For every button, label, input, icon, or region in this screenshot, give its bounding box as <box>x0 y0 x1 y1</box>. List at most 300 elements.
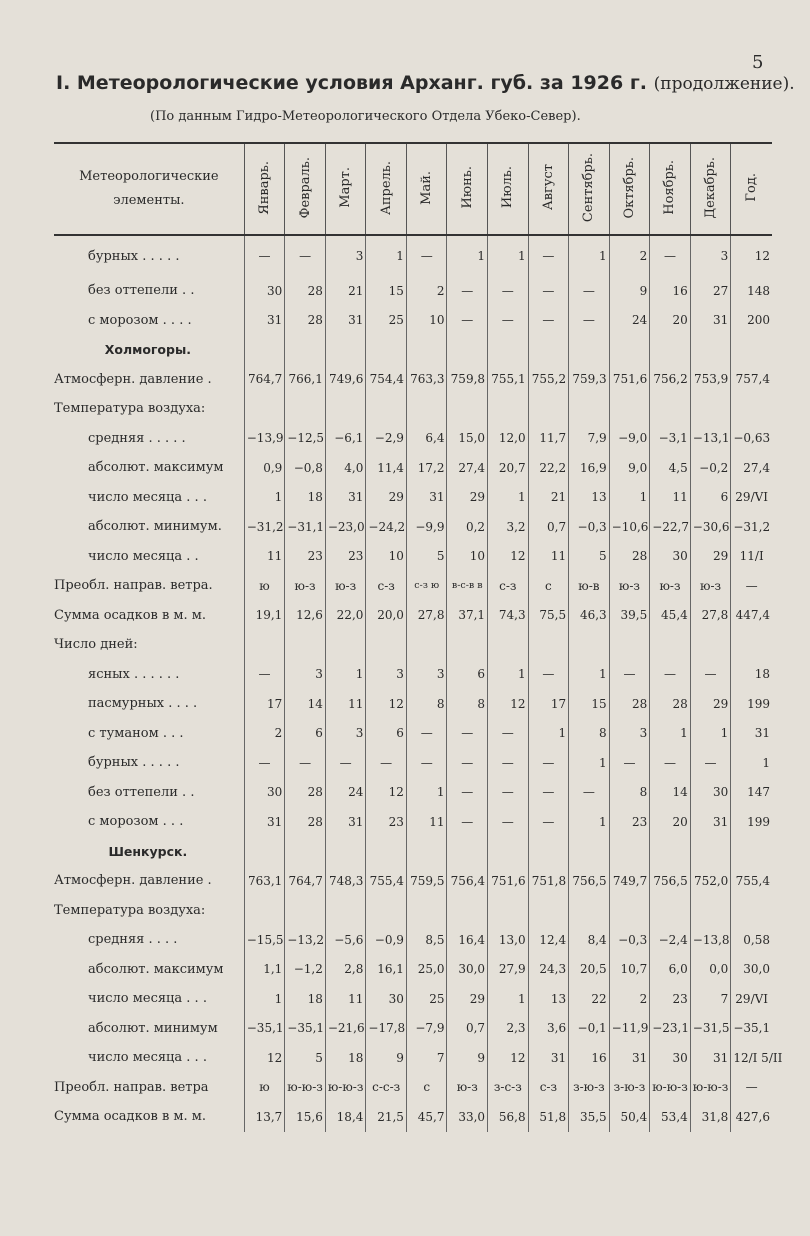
table-cell: 16,1 <box>366 955 407 985</box>
table-cell: 17 <box>244 689 285 719</box>
table-cell <box>650 896 691 926</box>
table-cell: 37,1 <box>447 601 488 631</box>
table-cell <box>569 394 610 424</box>
table-cell: 24 <box>325 778 366 808</box>
table-cell: 31 <box>690 1043 731 1073</box>
column-header <box>244 143 285 235</box>
table-cell: — <box>569 778 610 808</box>
table-cell: 53,4 <box>650 1102 691 1132</box>
table-cell: ю-з <box>609 571 650 601</box>
table-cell: 0,7 <box>447 1014 488 1044</box>
table-cell: 29 <box>690 542 731 572</box>
table-cell: с <box>528 571 569 601</box>
table-cell: 766,1 <box>285 365 326 395</box>
table-cell: −13,8 <box>690 925 731 955</box>
table-cell: ю <box>244 1073 285 1103</box>
table-cell: 22,0 <box>325 601 366 631</box>
table-cell <box>285 394 326 424</box>
table-row <box>54 778 772 808</box>
table-cell <box>366 837 407 867</box>
table-cell: 10 <box>406 306 447 336</box>
table-cell: 11,7 <box>528 424 569 454</box>
table-cell: 8 <box>569 719 610 749</box>
table-cell: 3 <box>325 235 366 276</box>
table-cell: 28 <box>285 306 326 336</box>
row-label: абсолют. минимум. <box>88 519 222 535</box>
table-cell: 31 <box>406 483 447 513</box>
column-header <box>731 143 772 235</box>
table-cell: 51,8 <box>528 1102 569 1132</box>
table-cell: 31 <box>731 719 772 749</box>
table-cell: 17 <box>528 689 569 719</box>
row-label: с туманом . . . <box>88 725 184 741</box>
table-cell: 12,6 <box>285 601 326 631</box>
table-cell: 6 <box>366 719 407 749</box>
table-cell: −11,9 <box>609 1014 650 1044</box>
table-cell: −2,9 <box>366 424 407 454</box>
table-cell: 3 <box>609 719 650 749</box>
column-header <box>406 143 447 235</box>
table-row <box>54 719 772 749</box>
table-cell: ю-ю-з <box>285 1073 326 1103</box>
table-cell <box>285 896 326 926</box>
table-cell: 759,8 <box>447 365 488 395</box>
row-label: с морозом . . . <box>88 814 184 830</box>
table-cell: 749,6 <box>325 365 366 395</box>
table-cell: 30 <box>244 778 285 808</box>
table-cell: — <box>447 306 488 336</box>
table-cell <box>406 394 447 424</box>
table-cell: 21 <box>325 276 366 306</box>
table-cell: 763,3 <box>406 365 447 395</box>
table-cell: 11,4 <box>366 453 407 483</box>
table-cell <box>690 335 731 365</box>
table-cell: — <box>609 660 650 690</box>
table-cell: 147 <box>731 778 772 808</box>
table-row <box>54 512 772 542</box>
table-cell: 0,2 <box>447 512 488 542</box>
table-cell: — <box>447 719 488 749</box>
table-cell: 1 <box>569 660 610 690</box>
table-cell: 21,5 <box>366 1102 407 1132</box>
table-cell: 25,0 <box>406 955 447 985</box>
table-cell: −10,6 <box>609 512 650 542</box>
table-cell <box>650 394 691 424</box>
table-cell: 1 <box>488 660 529 690</box>
table-cell: 18 <box>285 984 326 1014</box>
table-cell: 1,1 <box>244 955 285 985</box>
table-cell: 17,2 <box>406 453 447 483</box>
row-label: бурных . . . . . <box>88 755 180 771</box>
table-cell: 3 <box>366 660 407 690</box>
table-cell: 33,0 <box>447 1102 488 1132</box>
table-cell: 753,9 <box>690 365 731 395</box>
row-label: Преобл. направ. ветра. <box>54 578 213 594</box>
table-row <box>54 866 772 896</box>
table-cell <box>406 630 447 660</box>
table-row <box>54 660 772 690</box>
table-row <box>54 542 772 572</box>
table-cell: 1 <box>731 748 772 778</box>
table-cell: 27 <box>690 276 731 306</box>
table-cell: 18 <box>325 1043 366 1073</box>
row-label: с морозом . . . . <box>88 312 192 328</box>
table-cell: 9 <box>366 1043 407 1073</box>
table-cell: — <box>528 235 569 276</box>
table-cell: 30,0 <box>447 955 488 985</box>
table-cell <box>609 837 650 867</box>
table-cell: 31 <box>244 807 285 837</box>
column-header-label: Ноябрь. <box>662 160 678 215</box>
table-cell: 28 <box>609 542 650 572</box>
table-row <box>54 453 772 483</box>
table-cell: — <box>650 235 691 276</box>
table-cell: — <box>488 306 529 336</box>
table-cell: — <box>447 807 488 837</box>
table-cell <box>325 896 366 926</box>
table-cell: −0,63 <box>731 424 772 454</box>
table-cell: 74,3 <box>488 601 529 631</box>
table-cell: ю-ю-з <box>325 1073 366 1103</box>
table-body <box>54 235 783 1132</box>
table-cell: −12,5 <box>285 424 326 454</box>
table-cell <box>406 335 447 365</box>
meteorological-table <box>54 142 783 1132</box>
table-cell: 31,8 <box>690 1102 731 1132</box>
table-row <box>54 837 772 867</box>
table-cell <box>609 394 650 424</box>
table-cell: 20,0 <box>366 601 407 631</box>
table-cell: 4,0 <box>325 453 366 483</box>
table-cell <box>569 837 610 867</box>
table-cell: 56,8 <box>488 1102 529 1132</box>
table-cell: 9 <box>447 1043 488 1073</box>
table-cell: — <box>569 306 610 336</box>
column-header-label: Январь. <box>257 160 273 215</box>
table-cell <box>325 630 366 660</box>
table-cell: 16,4 <box>447 925 488 955</box>
table-cell: 5 <box>406 542 447 572</box>
table-row <box>54 394 772 424</box>
station-heading: Холмогоры. <box>104 342 192 358</box>
table-cell: — <box>244 660 285 690</box>
table-cell <box>731 394 772 424</box>
table-row <box>54 896 772 926</box>
table-row <box>54 807 772 837</box>
table-cell: 22,2 <box>528 453 569 483</box>
table-cell: 6 <box>690 483 731 513</box>
table-cell: 6,4 <box>406 424 447 454</box>
row-label: без оттепели . . <box>88 283 195 299</box>
column-header <box>528 143 569 235</box>
column-header <box>609 143 650 235</box>
table-cell: 751,8 <box>528 866 569 896</box>
table-cell: 14 <box>285 689 326 719</box>
table-cell <box>447 394 488 424</box>
table-cell: 30,0 <box>731 955 772 985</box>
table-cell: 29/VI <box>731 483 772 513</box>
table-cell: 12,0 <box>488 424 529 454</box>
table-header-row <box>54 143 772 235</box>
row-label: число месяца . . . <box>88 991 207 1007</box>
table-cell: — <box>488 719 529 749</box>
table-cell: 31 <box>609 1043 650 1073</box>
table-cell: 23 <box>609 807 650 837</box>
table-cell: 45,4 <box>650 601 691 631</box>
table-row <box>54 748 772 778</box>
table-cell: 75,5 <box>528 601 569 631</box>
table-cell: ю-в <box>569 571 610 601</box>
table-cell <box>447 630 488 660</box>
table-row <box>54 365 772 395</box>
column-header-label: Апрель. <box>378 160 394 215</box>
table-cell: — <box>488 276 529 306</box>
table-cell: — <box>569 276 610 306</box>
row-label: Сумма осадков в м. м. <box>54 1109 207 1125</box>
table-cell: −1,2 <box>285 955 326 985</box>
table-cell: 29 <box>447 984 488 1014</box>
table-cell: — <box>488 748 529 778</box>
table-row <box>54 955 772 985</box>
table-cell: ю-з <box>285 571 326 601</box>
table-cell: 1 <box>366 235 407 276</box>
table-cell: 35,5 <box>569 1102 610 1132</box>
table-cell: 9,0 <box>609 453 650 483</box>
table-cell: −13,2 <box>285 925 326 955</box>
table-cell: 30 <box>244 276 285 306</box>
table-cell: 15,6 <box>285 1102 326 1132</box>
table-row <box>54 630 772 660</box>
table-cell <box>528 837 569 867</box>
table-cell: 30 <box>650 542 691 572</box>
table-cell: 31 <box>528 1043 569 1073</box>
table-cell: 8 <box>609 778 650 808</box>
table-cell: 427,6 <box>731 1102 772 1132</box>
table-cell: 11 <box>325 984 366 1014</box>
table-cell: 50,4 <box>609 1102 650 1132</box>
table-cell: −31,2 <box>244 512 285 542</box>
table-cell: −21,6 <box>325 1014 366 1044</box>
table-cell: 21 <box>528 483 569 513</box>
table-cell: 757,4 <box>731 365 772 395</box>
column-header-label: Февраль. <box>297 156 313 219</box>
table-cell: — <box>690 748 731 778</box>
page-number: 5 <box>752 52 764 73</box>
table-cell: в-с-в в <box>447 571 488 601</box>
table-cell: −23,1 <box>650 1014 691 1044</box>
table-cell: 3 <box>406 660 447 690</box>
table-cell: 31 <box>325 306 366 336</box>
table-cell <box>569 335 610 365</box>
table-cell: −7,9 <box>406 1014 447 1044</box>
table-row <box>54 1014 772 1044</box>
column-header <box>325 143 366 235</box>
column-header-label: Год. <box>744 173 760 202</box>
row-label: Сумма осадков в м. м. <box>54 607 207 623</box>
table-cell: −0,3 <box>569 512 610 542</box>
table-row <box>54 1073 772 1103</box>
table-cell: 1 <box>244 483 285 513</box>
table-cell: 12 <box>488 689 529 719</box>
table-cell <box>569 896 610 926</box>
table-cell: — <box>447 748 488 778</box>
table-cell: 12 <box>488 1043 529 1073</box>
table-cell: 15 <box>569 689 610 719</box>
table-row <box>54 276 772 306</box>
table-cell: −31,1 <box>285 512 326 542</box>
table-cell: 3 <box>690 235 731 276</box>
table-cell: 24,3 <box>528 955 569 985</box>
table-cell <box>244 630 285 660</box>
table-cell: 12 <box>731 235 772 276</box>
table-cell: 16 <box>650 276 691 306</box>
table-cell: 199 <box>731 807 772 837</box>
table-cell <box>325 837 366 867</box>
table-cell: 1 <box>650 719 691 749</box>
table-cell: −22,7 <box>650 512 691 542</box>
table-cell: 27,4 <box>447 453 488 483</box>
table-cell: 14 <box>650 778 691 808</box>
table-cell <box>609 335 650 365</box>
table-cell: 1 <box>406 778 447 808</box>
table-row <box>54 1043 772 1073</box>
row-label: бурных . . . . . <box>88 248 180 264</box>
table-cell: −0,9 <box>366 925 407 955</box>
table-row <box>54 424 772 454</box>
table-cell: −35,1 <box>285 1014 326 1044</box>
table-cell: 30 <box>690 778 731 808</box>
table-cell: 2 <box>609 984 650 1014</box>
table-cell: 27,9 <box>488 955 529 985</box>
table-cell: 1 <box>488 483 529 513</box>
table-cell: 11/I <box>731 542 772 572</box>
table-cell: 756,5 <box>650 866 691 896</box>
table-cell: −9,9 <box>406 512 447 542</box>
table-cell: 3,2 <box>488 512 529 542</box>
table-cell <box>609 896 650 926</box>
table-cell: 1 <box>569 235 610 276</box>
table-cell: — <box>690 660 731 690</box>
table-cell: 2,3 <box>488 1014 529 1044</box>
table-cell: с <box>406 1073 447 1103</box>
column-header <box>569 143 610 235</box>
table-cell: 28 <box>285 276 326 306</box>
table-cell <box>406 896 447 926</box>
table-cell <box>244 394 285 424</box>
table-cell <box>690 896 731 926</box>
table-cell: 18,4 <box>325 1102 366 1132</box>
row-label: Число дней: <box>54 637 138 653</box>
table-cell: 1 <box>528 719 569 749</box>
table-row <box>54 689 772 719</box>
table-cell <box>609 630 650 660</box>
table-cell: 12 <box>488 542 529 572</box>
table-cell: ю-з <box>650 571 691 601</box>
table-cell: 30 <box>650 1043 691 1073</box>
table-cell: — <box>731 571 772 601</box>
table-cell: 1 <box>569 807 610 837</box>
table-cell: — <box>406 748 447 778</box>
row-label: Температура воздуха: <box>54 401 206 417</box>
table-cell <box>528 630 569 660</box>
table-cell <box>650 837 691 867</box>
table-cell: 8,5 <box>406 925 447 955</box>
table-cell: 755,2 <box>528 365 569 395</box>
table-cell: — <box>325 748 366 778</box>
table-cell: 6,0 <box>650 955 691 985</box>
table-cell: 13 <box>528 984 569 1014</box>
table-cell: 749,7 <box>609 866 650 896</box>
title-continued: (продолжение). <box>653 74 795 94</box>
table-cell: 15 <box>366 276 407 306</box>
table-cell: 39,5 <box>609 601 650 631</box>
table-cell: — <box>528 276 569 306</box>
column-header-label: Август <box>540 164 556 211</box>
table-cell: — <box>488 778 529 808</box>
row-label: ясных . . . . . . <box>88 666 180 682</box>
table-cell: — <box>528 807 569 837</box>
table-cell: 29 <box>366 483 407 513</box>
table-cell: −13,9 <box>244 424 285 454</box>
table-row <box>54 984 772 1014</box>
table-cell: з-ю-з <box>609 1073 650 1103</box>
table-cell: 756,2 <box>650 365 691 395</box>
table-cell: 28 <box>650 689 691 719</box>
table-cell: 20,7 <box>488 453 529 483</box>
table-cell: −31,5 <box>690 1014 731 1044</box>
table-cell <box>325 394 366 424</box>
table-cell: ю-з <box>325 571 366 601</box>
table-cell <box>285 630 326 660</box>
table-cell: — <box>285 235 326 276</box>
table-cell: ю-з <box>690 571 731 601</box>
table-cell <box>366 335 407 365</box>
table-cell: 11 <box>244 542 285 572</box>
table-cell: 29 <box>447 483 488 513</box>
table-cell <box>285 837 326 867</box>
table-cell: 30 <box>366 984 407 1014</box>
table-cell <box>731 896 772 926</box>
table-cell: 1 <box>447 235 488 276</box>
table-cell <box>447 335 488 365</box>
table-cell: −17,8 <box>366 1014 407 1044</box>
column-header <box>447 143 488 235</box>
table-cell: 20,5 <box>569 955 610 985</box>
table-cell: 7,9 <box>569 424 610 454</box>
column-header-label: Июнь. <box>459 166 475 209</box>
table-cell: — <box>650 660 691 690</box>
table-cell <box>690 394 731 424</box>
table-cell: 31 <box>244 306 285 336</box>
table-cell: 3,6 <box>528 1014 569 1044</box>
table-cell: 5 <box>569 542 610 572</box>
table-cell: 755,1 <box>488 365 529 395</box>
table-row <box>54 571 772 601</box>
table-cell: 18 <box>731 660 772 690</box>
table-cell: −23,0 <box>325 512 366 542</box>
table-cell: 8,4 <box>569 925 610 955</box>
table-cell: 31 <box>690 306 731 336</box>
table-cell: 5 <box>285 1043 326 1073</box>
table-cell <box>447 896 488 926</box>
row-label: без оттепели . . <box>88 784 195 800</box>
table-cell: 752,0 <box>690 866 731 896</box>
column-header-label: Март. <box>338 167 354 208</box>
column-header-label: Сентябрь. <box>581 152 597 223</box>
table-cell: 755,4 <box>731 866 772 896</box>
table-cell: 1 <box>569 748 610 778</box>
table-row <box>54 483 772 513</box>
